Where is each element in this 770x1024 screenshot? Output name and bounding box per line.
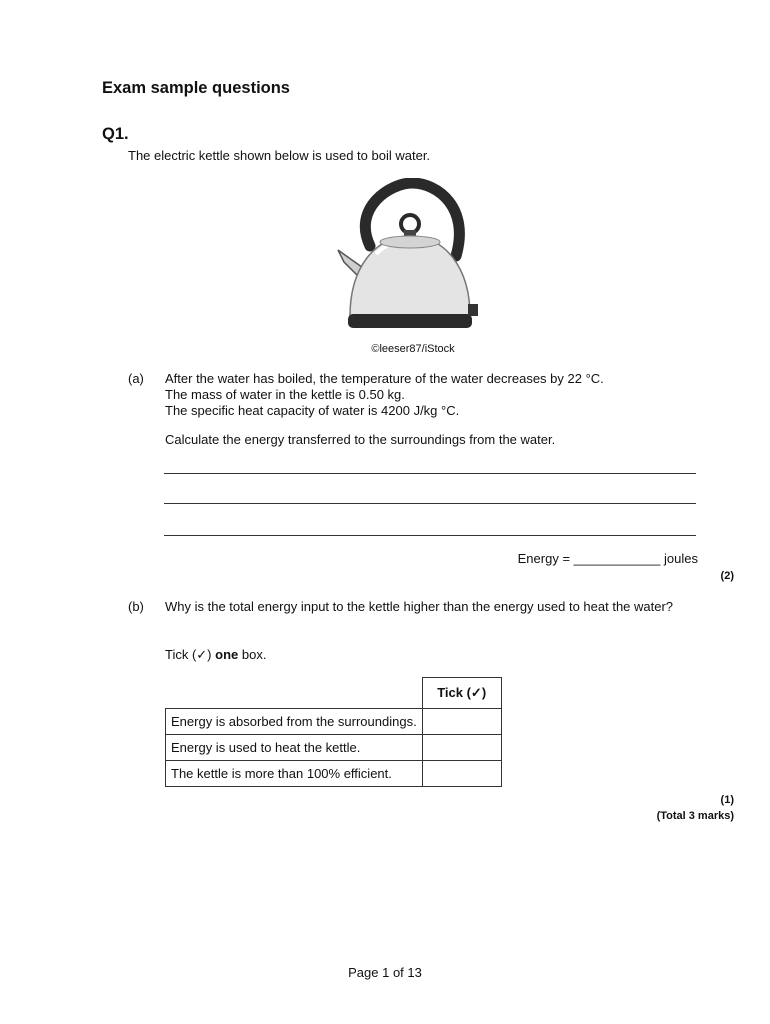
option-text: Energy is used to heat the kettle. [166,735,423,761]
answer-line-3[interactable] [164,535,696,536]
tick-instruction [165,647,266,663]
energy-unit: joules [660,551,698,566]
option-text: The kettle is more than 100% efficient. [166,761,423,787]
tick-box[interactable] [422,735,501,761]
part-a-marks: (2) [720,570,734,582]
part-b-marks: (1) [720,794,734,806]
part-a-line-2: The mass of water in the kettle is 0.50 kg. [165,387,405,402]
table-row [166,735,502,761]
question-intro: The electric kettle shown below is used to boil water. [128,148,431,163]
table-row [166,761,502,787]
tick-box[interactable] [422,761,501,787]
answer-line-1[interactable] [164,473,696,474]
tick-column-header: Tick (✓) [422,678,501,709]
part-b-question: Why is the total energy input to the kettle higher than the energy used to heat the water? [165,599,674,614]
tick-instruction-prefix: Tick (✓) [165,647,216,662]
part-a-text [165,371,604,419]
part-b-label: (b) [128,599,144,614]
page-number: Page 1 of 13 [348,965,422,980]
tick-instruction-one: one [215,647,239,662]
table-row [166,709,502,735]
part-a-instruction: Calculate the energy transferred to the surroundings from the water. [165,432,556,447]
tick-box[interactable] [422,709,501,735]
answer-line-2[interactable] [164,503,696,504]
page-heading: Exam sample questions [102,79,290,97]
question-number: Q1. [102,125,129,143]
energy-blank[interactable]: ____________ [573,551,661,566]
part-a-label: (a) [128,371,144,386]
tick-table-header-row [166,678,502,709]
image-credit: ©leeser87/iStock [371,343,455,355]
energy-label: Energy = [517,551,574,566]
tick-table [165,677,502,787]
kettle-image [330,178,490,338]
energy-answer [518,551,698,566]
part-a-line-1: After the water has boiled, the temperature of the water decreases by 22 °C. [165,371,604,386]
total-marks: (Total 3 marks) [656,810,734,822]
option-text: Energy is absorbed from the surroundings. [166,709,423,735]
part-a-line-3: The specific heat capacity of water is 4200 J/kg °C. [165,403,460,418]
tick-instruction-suffix: box. [238,647,267,662]
tick-table-corner [166,678,423,709]
